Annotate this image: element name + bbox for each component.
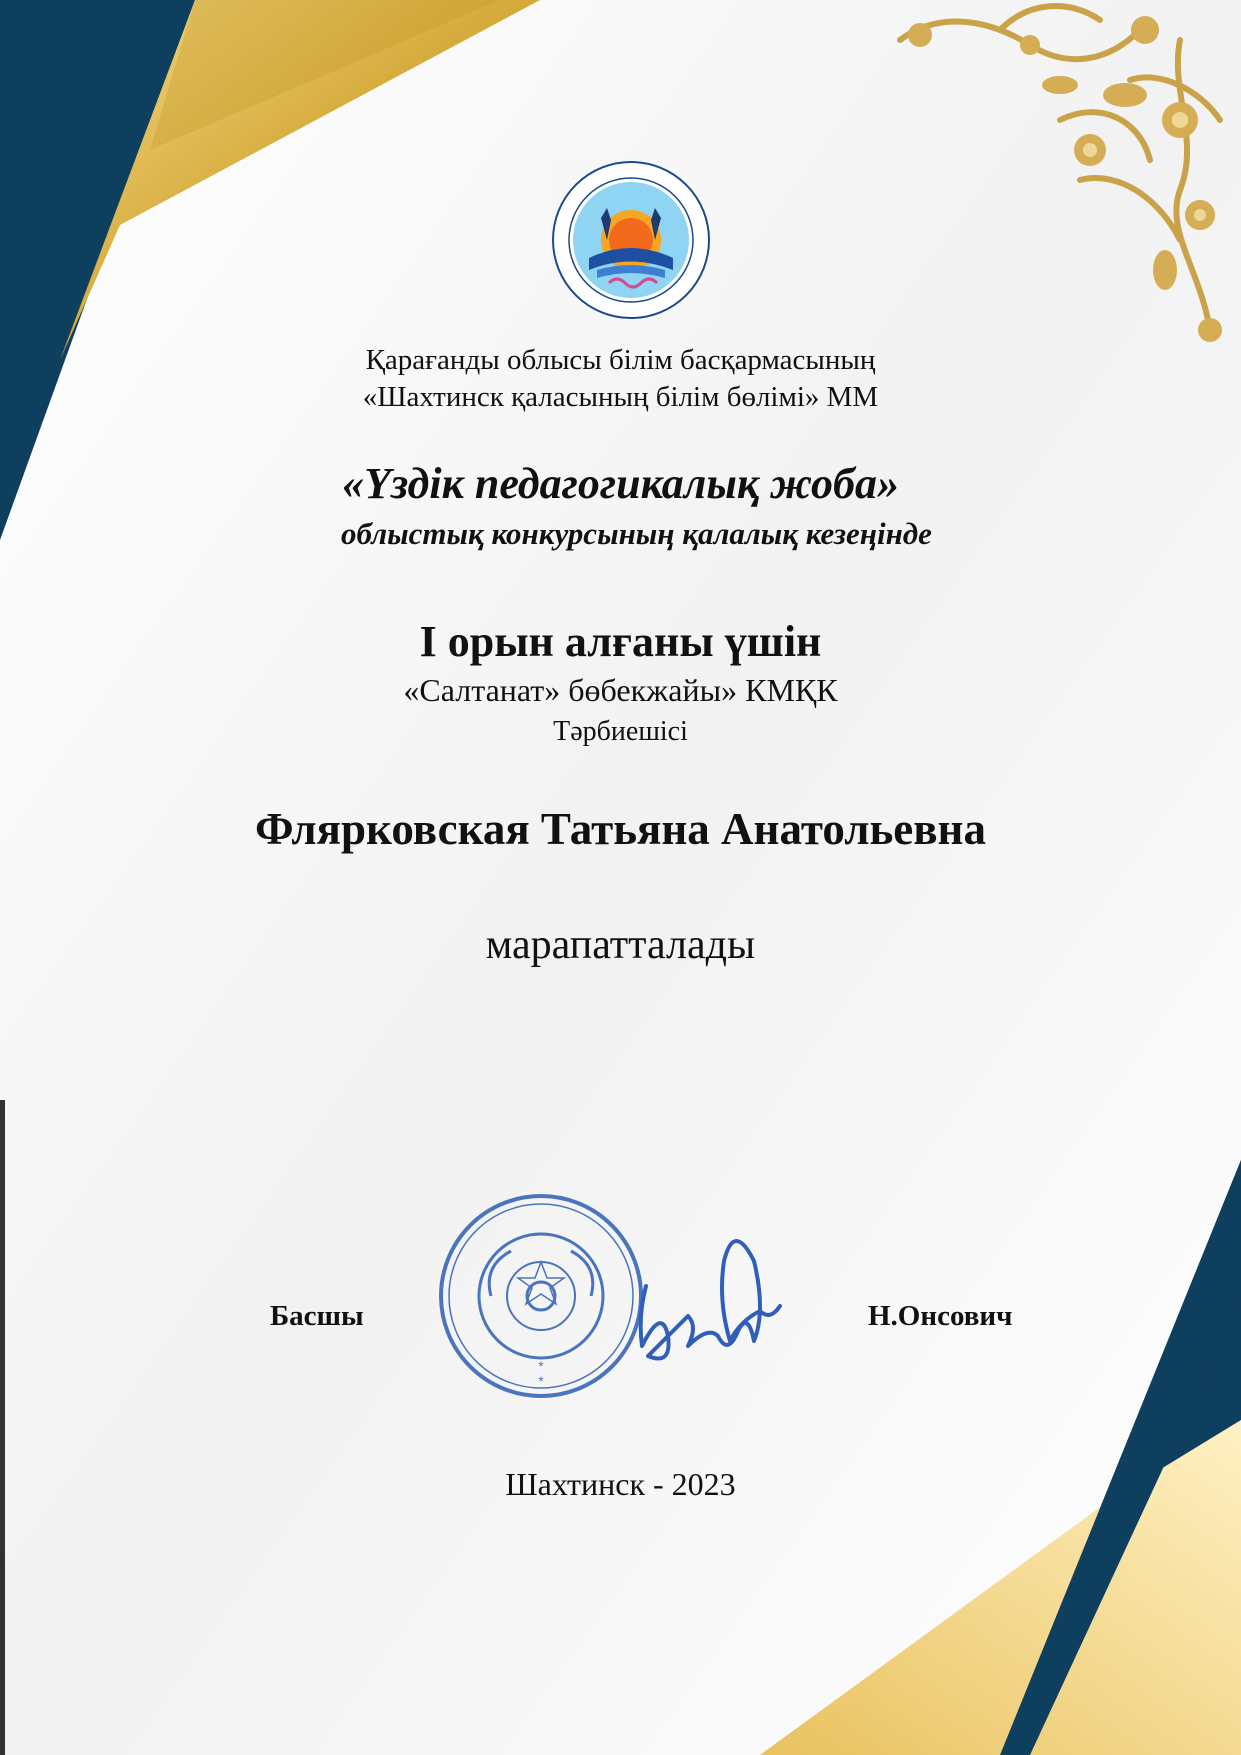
handwritten-signature [641, 1241, 780, 1359]
stamp-and-signature [436, 1186, 856, 1416]
organization-logo [549, 158, 713, 322]
contest-title: «Үздік педагогикалық жоба» [342, 459, 899, 508]
organization-line1: Қарағанды облысы білім басқармасының [365, 344, 876, 376]
awarded-text: марапатталады [485, 922, 756, 968]
city-year: Шахтинск - 2023 [505, 1466, 736, 1502]
left-edge-strip [0, 1100, 5, 1755]
floral-ornament [880, 0, 1241, 360]
svg-text:*: * [538, 1373, 544, 1389]
award-role: Тәрбиешісі [553, 716, 688, 747]
organization-name [0, 342, 1241, 416]
logo-emblem [549, 158, 713, 322]
head-label: Басшы [270, 1300, 364, 1332]
contest-subtitle: облыстық конкурсының қалалық кезеңінде [341, 516, 932, 551]
svg-text:*: * [538, 1358, 544, 1374]
head-name: Н.Онсович [868, 1300, 1013, 1332]
award-institution: «Салтанат» бөбекжайы» КМҚК [403, 672, 838, 708]
organization-line2: «Шахтинск қаласының білім бөлімі» ММ [362, 381, 879, 413]
awardee-name: Флярковская Татьяна Анатольевна [255, 804, 986, 854]
official-stamp [441, 1196, 641, 1396]
award-place: I орын алғаны үшін [419, 617, 822, 666]
